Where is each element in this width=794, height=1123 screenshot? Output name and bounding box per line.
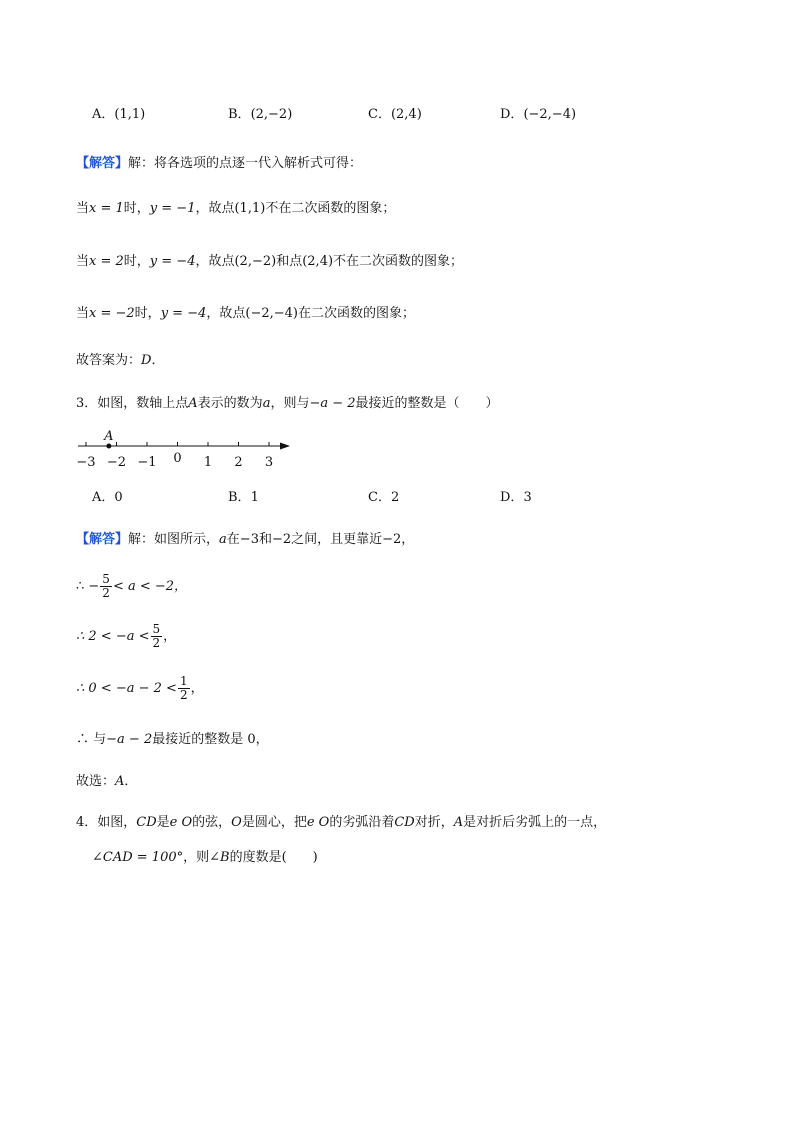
number-line-arrow <box>280 443 290 450</box>
q4-stem-line-1: 4．如图，CD是e O的弦，O是圆心，把e O的劣弧沿着CD对折，A是对折后劣弧上的一点， <box>76 815 607 830</box>
number-line-tick-label: 1 <box>203 455 213 470</box>
q3-option-c: C．2 <box>368 490 400 505</box>
point-a-dot <box>106 444 111 449</box>
q3-option-b: B．1 <box>228 490 259 505</box>
q3-final-answer: 故选：A． <box>76 774 138 789</box>
q2-answer-line-1: 当x = 1时，y = −1，故点(1,1)不在二次函数的图象； <box>76 201 396 216</box>
q3-step-2: ∴ 2 < −a < $\frac{5}{2}$ ， <box>76 622 177 650</box>
q3-step-1: ∴ − $\frac{5}{2}$ < a < −2， <box>76 572 188 600</box>
number-line-tick-label: 3 <box>264 455 274 470</box>
q4-stem-line-2: ∠CAD = 100°，则∠B的度数是( ) <box>92 850 318 865</box>
fraction-five-halves: $\frac{5}{2}$ <box>152 622 161 650</box>
q2-option-a: A．(1,1) <box>92 107 146 122</box>
point-a-label: A <box>104 429 114 444</box>
number-line-tick-label: 2 <box>234 455 243 470</box>
number-line-tick-label: −1 <box>137 455 157 470</box>
q2-final-answer: 故答案为：D． <box>76 353 165 368</box>
q3-option-a: A．0 <box>92 490 123 505</box>
number-line-tick-label: −2 <box>106 455 127 470</box>
q2-answer-line-2: 当x = 2时，y = −4，故点(2,−2)和点(2,4)不在二次函数的图象； <box>76 254 464 269</box>
q2-option-d: D．(−2,−4) <box>500 107 577 122</box>
q3-answer-intro: 【解答】解：如图所示，a在−3和−2之间，且更靠近−2， <box>76 532 415 547</box>
q3-step-4: ∴ 与−a − 2最接近的整数是 0， <box>76 732 269 747</box>
q2-option-b: B．(2,−2) <box>228 107 293 122</box>
q3-stem: 3．如图，数轴上点A表示的数为a，则与−a − 2最接近的整数是（ ） <box>76 396 499 411</box>
number-line-tick-label: 0 <box>173 451 182 466</box>
q3-step-3: ∴ 0 < −a − 2 < $\frac{1}{2}$ ， <box>76 674 204 702</box>
q2-option-c: C．(2,4) <box>368 107 422 122</box>
fraction-one-half: $\frac{1}{2}$ <box>179 674 188 702</box>
q2-answer-line-3: 当x = −2时，y = −4，故点(−2,−4)在二次函数的图象； <box>76 306 415 321</box>
number-line-tick-label: −3 <box>76 455 96 470</box>
q3-option-d: D．3 <box>500 490 532 505</box>
fraction-five-halves: $\frac{5}{2}$ <box>102 572 110 600</box>
number-line-figure <box>72 424 312 474</box>
q2-answer-intro: 【解答】解：将各选项的点逐一代入解析式可得： <box>76 156 363 171</box>
